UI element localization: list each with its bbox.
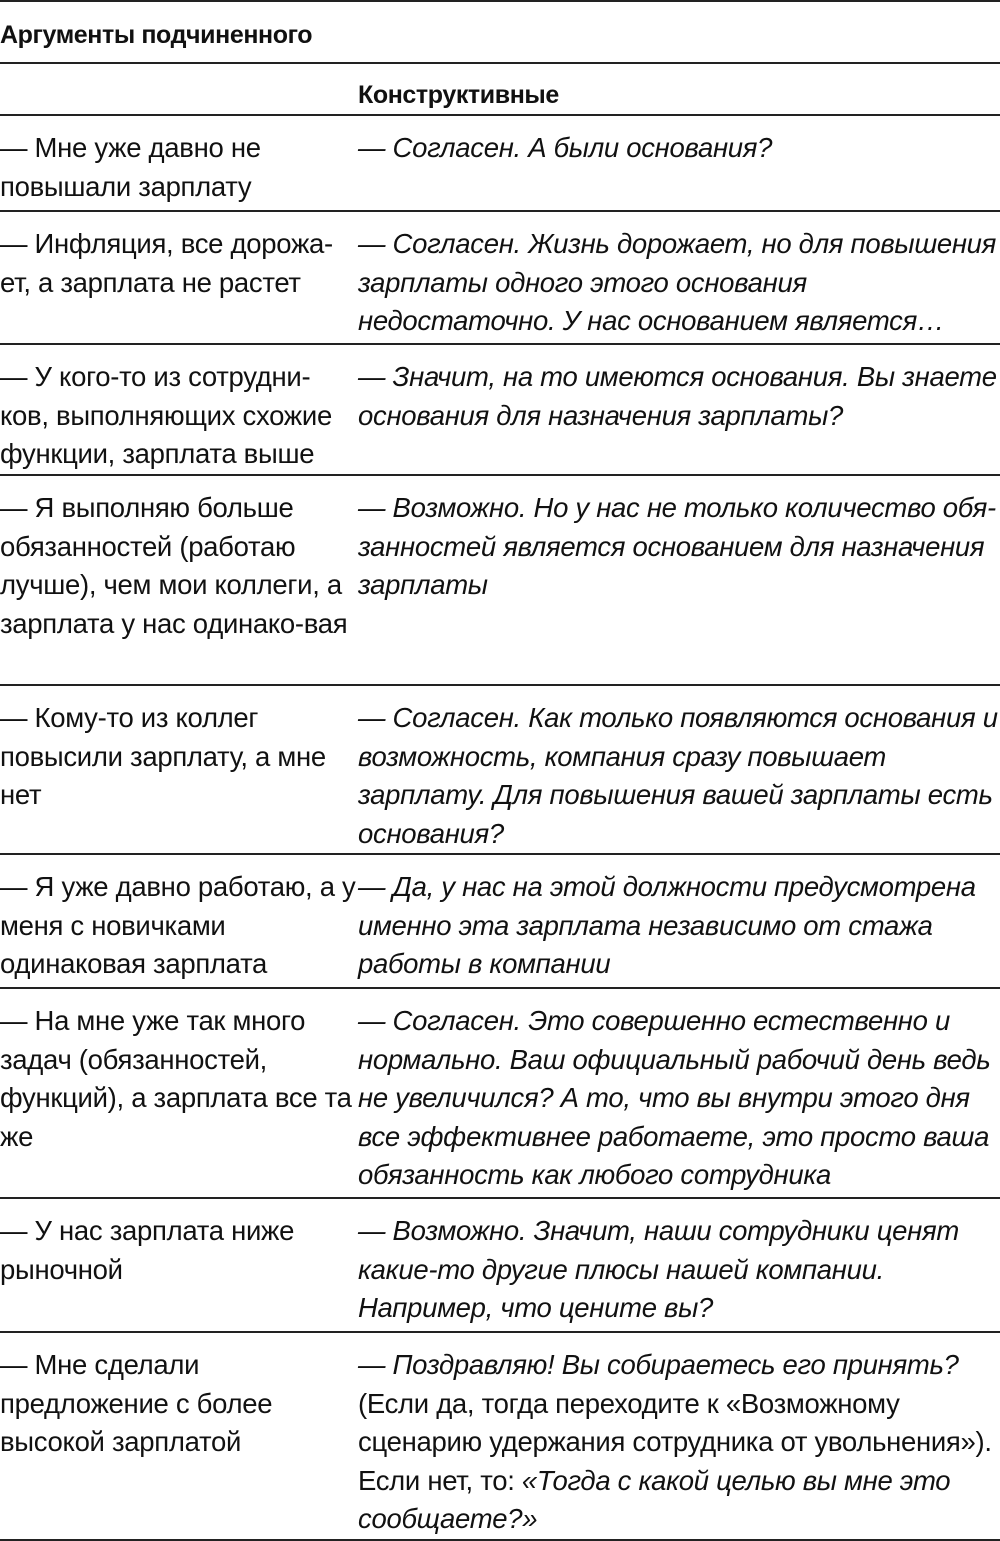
response-cell: — Согласен. А были основания? bbox=[358, 115, 1000, 211]
argument-cell: — У нас зарплата ниже рыночной bbox=[0, 1198, 358, 1332]
column-header-constructive: Конструктивные bbox=[358, 63, 1000, 115]
response-cell: — Согласен. Это совершенно естественно и нормально. Ваш официальный рабочий день ведь не увеличился? А то, что вы внутри этого дня все эффективнее работаете, это просто ваша обязанность как любого сотрудника bbox=[358, 988, 1000, 1198]
response-cell: — Возможно. Значит, наши сотрудники ценят какие-то другие плюсы нашей компании. Например, что цените вы? bbox=[358, 1198, 1000, 1332]
table-subheader-row bbox=[0, 63, 1000, 115]
argument-cell: — Мне сделали предложение с более высокой зарплатой bbox=[0, 1332, 358, 1540]
table-title-row bbox=[0, 1, 1000, 63]
response-italic-part: — Поздравляю! Вы собираетесь его принять? bbox=[358, 1349, 959, 1380]
response-plain-part: (Если да, тогда переходите к «Возможному сценарию удержания сотрудника от увольнения»). Если нет, то: bbox=[358, 1387, 992, 1496]
argument-cell: — Инфляция, все дорожа-ет, а зарплата не растет bbox=[0, 211, 358, 344]
argument-cell: — На мне уже так много задач (обязанностей, функций), а зарплата все та же bbox=[0, 988, 358, 1198]
table-title: Аргументы подчиненного bbox=[0, 1, 1000, 63]
table-row bbox=[0, 854, 1000, 988]
argument-cell: — Кому-то из коллег повысили зарплату, а мне нет bbox=[0, 685, 358, 854]
response-cell: — Да, у нас на этой должности предусмотрена именно эта зарплата независимо от стажа работы в компании bbox=[358, 854, 1000, 988]
table-row bbox=[0, 344, 1000, 475]
response-cell: — Возможно. Но у нас не только количество обя-занностей является основанием для назначения зарплаты bbox=[358, 475, 1000, 685]
response-cell: — Согласен. Как только появляются основания и возможность, компания сразу повышает зарплату. Для повышения вашей зарплаты есть основания? bbox=[358, 685, 1000, 854]
table-row bbox=[0, 1332, 1000, 1540]
response-cell bbox=[358, 1332, 1000, 1540]
table-row bbox=[0, 211, 1000, 344]
table-row bbox=[0, 685, 1000, 854]
table-row bbox=[0, 1198, 1000, 1332]
table-row bbox=[0, 475, 1000, 685]
response-cell: — Значит, на то имеются основания. Вы знаете основания для назначения зарплаты? bbox=[358, 344, 1000, 475]
table-row bbox=[0, 115, 1000, 211]
response-italic-quote: «Тогда с какой целью вы мне это сообщаете?» bbox=[358, 1464, 951, 1534]
response-cell: — Согласен. Жизнь дорожает, но для повышения зарплаты одного этого основания недостаточно. У нас основанием является… bbox=[358, 211, 1000, 344]
argument-cell: — Я выполняю больше обязанностей (работаю лучше), чем мои коллеги, а зарплата у нас одинако-вая bbox=[0, 475, 358, 685]
argument-cell: — Мне уже давно не повышали зарплату bbox=[0, 115, 358, 211]
table-row bbox=[0, 988, 1000, 1198]
argument-cell: — Я уже давно работаю, а у меня с новичками одинаковая зарплата bbox=[0, 854, 358, 988]
argument-cell: — У кого-то из сотрудни-ков, выполняющих схожие функции, зарплата выше bbox=[0, 344, 358, 475]
